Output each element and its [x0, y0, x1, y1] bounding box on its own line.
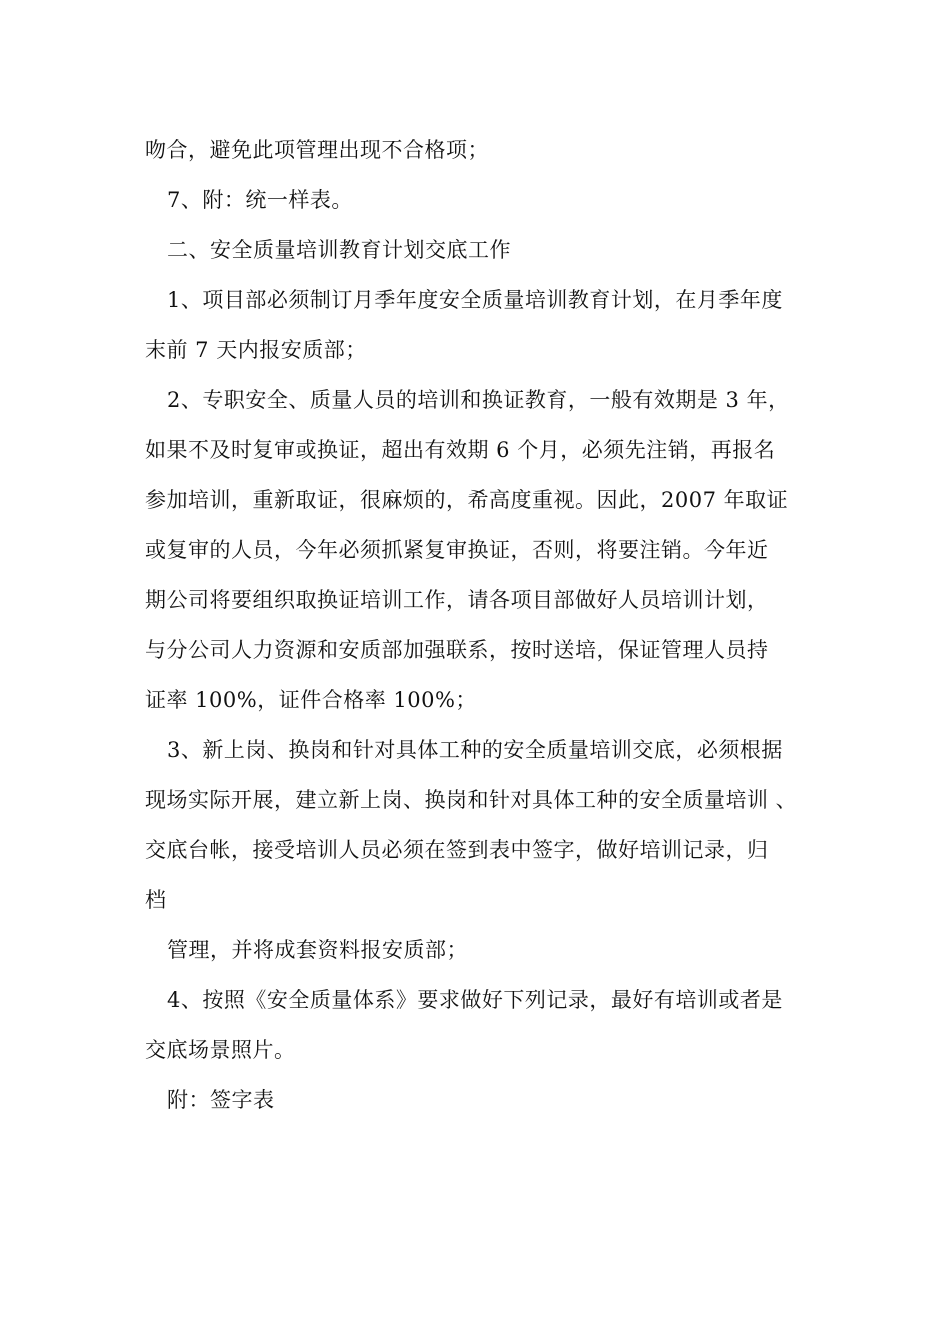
paragraph-line: 交底场景照片。	[145, 1038, 296, 1062]
paragraph-line: 吻合，避免此项管理出现不合格项；	[145, 138, 489, 162]
paragraph-line: 交底台帐，接受培训人员必须在签到表中签字，做好培训记录，归	[145, 838, 769, 862]
paragraph-line: 1、项目部必须制订月季年度安全质量培训教育计划，在月季年度	[167, 288, 783, 312]
paragraph-line: 参加培训，重新取证，很麻烦的，希高度重视。因此，2007 年取证	[145, 488, 789, 512]
paragraph-line: 现场实际开展，建立新上岗、换岗和针对具体工种的安全质量培训 、	[145, 788, 798, 812]
attachment-note: 附：签字表	[167, 1088, 275, 1112]
paragraph-line: 管理，并将成套资料报安质部；	[167, 938, 468, 962]
paragraph-line: 如果不及时复审或换证，超出有效期 6 个月，必须先注销，再报名	[145, 438, 776, 462]
paragraph-line: 档	[145, 888, 167, 912]
section-heading: 二、安全质量培训教育计划交底工作	[167, 238, 511, 262]
paragraph-line: 2、专职安全、质量人员的培训和换证教育，一般有效期是 3 年，	[167, 388, 790, 412]
paragraph-line: 与分公司人力资源和安质部加强联系，按时送培，保证管理人员持	[145, 638, 769, 662]
paragraph-line: 3、新上岗、换岗和针对具体工种的安全质量培训交底，必须根据	[167, 738, 783, 762]
paragraph-line: 末前 7 天内报安质部；	[145, 338, 367, 362]
paragraph-line: 或复审的人员，今年必须抓紧复审换证，否则，将要注销。今年近	[145, 538, 769, 562]
paragraph-line: 7、附：统一样表。	[167, 188, 353, 212]
paragraph-line: 期公司将要组织取换证培训工作，请各项目部做好人员培训计划，	[145, 588, 769, 612]
paragraph-line: 证率 100%，证件合格率 100%；	[145, 688, 477, 712]
paragraph-line: 4、按照《安全质量体系》要求做好下列记录，最好有培训或者是	[167, 988, 783, 1012]
